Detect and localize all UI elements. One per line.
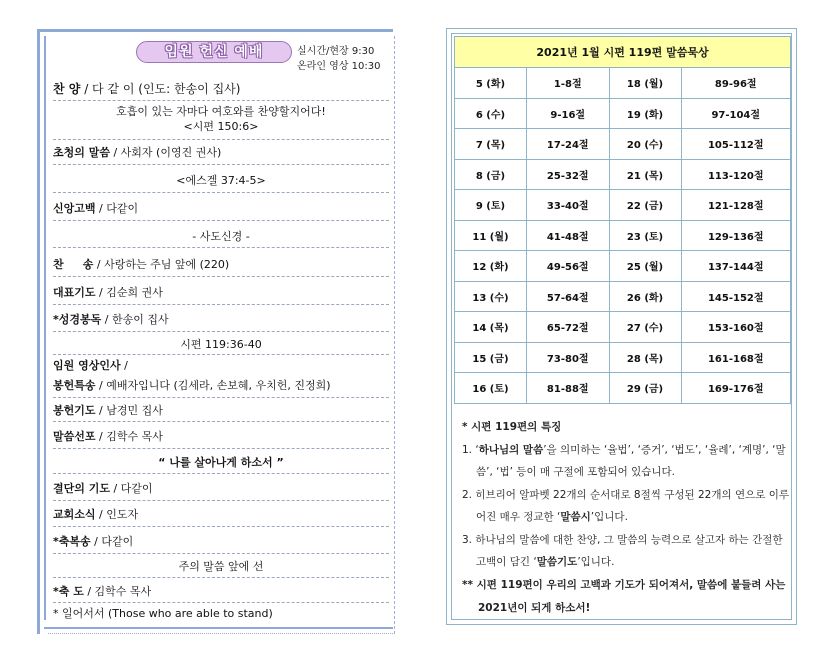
- order-row-scripture-quote: [53, 104, 389, 140]
- note-text: ’을 의미하는 ‘율법’, ‘증거’, ‘법도’, ‘율례’, ‘계명’, ‘말씀’, ‘법’ 등이 매 구절에 포함되어 있습니다.: [476, 443, 786, 478]
- schedule-verses: 153-160절: [681, 312, 790, 343]
- schedule-day: 28 (목): [609, 342, 681, 373]
- order-row-invitation: [53, 142, 389, 165]
- psalm-notes: [462, 416, 792, 620]
- order-sep: /: [95, 379, 107, 392]
- order-label: *축 도: [53, 585, 84, 598]
- schedule-verses: 137-144절: [681, 251, 790, 282]
- order-label: 말씀선포: [53, 430, 96, 443]
- schedule-verses: 1-8절: [526, 68, 609, 99]
- schedule-row: [455, 312, 791, 343]
- order-text: 한송이 집사: [111, 313, 169, 326]
- quote-reference: <시편 150:6>: [183, 120, 259, 133]
- schedule-row: [455, 159, 791, 190]
- order-text: 시편 119:36-40: [180, 338, 262, 351]
- order-row-prayer: [53, 281, 389, 305]
- schedule-day: 16 (토): [455, 373, 527, 404]
- order-label: 임원 영상인사: [53, 359, 121, 372]
- schedule-day: 25 (월): [609, 251, 681, 282]
- service-time-online: 온라인 영상 10:30: [297, 61, 381, 72]
- order-text: 김학수 목사: [94, 585, 152, 598]
- schedule-day: 7 (목): [455, 129, 527, 160]
- note-text: 3. 하나님의 말씀에 대한 찬양, 그 말씀의 능력으로 살고자 하는 간절한 고백이 담긴 ‘: [462, 533, 783, 568]
- schedule-verses: 41-48절: [526, 220, 609, 251]
- note-item-2: [462, 484, 792, 529]
- schedule-row: [455, 251, 791, 282]
- note-emphasis: 말씀기도: [536, 556, 578, 568]
- order-sep: /: [120, 359, 128, 372]
- order-text: 사회자 (이영진 권사): [120, 146, 222, 159]
- schedule-day: 21 (목): [609, 159, 681, 190]
- schedule-day: 18 (월): [609, 68, 681, 99]
- schedule-day: 19 (화): [609, 98, 681, 129]
- schedule-verses: 81-88절: [526, 373, 609, 404]
- schedule-day: 13 (수): [455, 281, 527, 312]
- schedule-verses: 169-176절: [681, 373, 790, 404]
- service-time-live: 실시간/현장 9:30: [297, 46, 375, 57]
- order-text: 주의 말씀 앞에 선: [178, 560, 264, 573]
- schedule-verses: 97-104절: [681, 98, 790, 129]
- order-row-footnote: [53, 604, 389, 624]
- service-title: 임원 헌신 예배: [136, 41, 292, 63]
- note-text: 1. ‘: [462, 443, 479, 456]
- order-label: 봉헌기도: [53, 404, 96, 417]
- schedule-row: [455, 220, 791, 251]
- order-sep: /: [93, 258, 105, 271]
- order-sep: /: [95, 508, 107, 521]
- order-label: 신앙고백: [53, 202, 96, 215]
- schedule-verses: 57-64절: [526, 281, 609, 312]
- schedule-row: [455, 342, 791, 373]
- meditation-schedule-table: [454, 36, 791, 404]
- schedule-row: [455, 68, 791, 99]
- order-sep: /: [95, 202, 107, 215]
- order-row-sermon: [53, 425, 389, 449]
- order-label: 결단의 기도: [53, 482, 110, 495]
- order-row-confession: [53, 197, 389, 221]
- schedule-day: 12 (화): [455, 251, 527, 282]
- order-row-offering-prayer: [53, 399, 389, 422]
- schedule-verses: 145-152절: [681, 281, 790, 312]
- order-row-reading-passage: [53, 334, 389, 355]
- order-row-decision-prayer: [53, 477, 389, 501]
- order-label: 봉헌특송: [53, 379, 96, 392]
- schedule-verses: 33-40절: [526, 190, 609, 221]
- order-label: 초청의 말씀: [53, 146, 110, 159]
- schedule-verses: 121-128절: [681, 190, 790, 221]
- panel-border: [44, 36, 46, 620]
- order-text: 인도자: [106, 508, 139, 521]
- panel-border: [48, 633, 395, 634]
- schedule-day: 27 (수): [609, 312, 681, 343]
- order-label: *성경봉독: [53, 313, 102, 326]
- notes-title: * 시편 119편의 특징: [462, 421, 562, 433]
- note-item-3: [462, 529, 792, 574]
- schedule-row: [455, 129, 791, 160]
- panel-border: [44, 627, 393, 629]
- schedule-day: 23 (토): [609, 220, 681, 251]
- order-sep: /: [109, 482, 121, 495]
- schedule-row: [455, 281, 791, 312]
- footnote-text: * 일어서서 (Those who are able to stand): [53, 607, 273, 620]
- schedule-row: [455, 98, 791, 129]
- schedule-day: 29 (금): [609, 373, 681, 404]
- quote-text: 호흡이 있는 자마다 여호와를 찬양할지어다!: [116, 105, 326, 118]
- schedule-day: 14 (목): [455, 312, 527, 343]
- order-row-benediction: [53, 580, 389, 603]
- order-row-hymn: [53, 79, 389, 101]
- order-text: 다같이: [101, 535, 134, 548]
- schedule-verses: 65-72절: [526, 312, 609, 343]
- order-text: - 사도신경 -: [192, 230, 250, 243]
- meditation-panel: [446, 28, 797, 625]
- schedule-day: 8 (금): [455, 159, 527, 190]
- schedule-verses: 9-16절: [526, 98, 609, 129]
- order-row-announcements: [53, 502, 389, 527]
- panel-inner-border: [451, 33, 792, 620]
- order-row-sermon-title: [53, 452, 389, 474]
- order-label: 대표기도: [53, 286, 96, 299]
- order-text: 다같이: [120, 482, 153, 495]
- schedule-row: [455, 373, 791, 404]
- order-sep: /: [80, 82, 93, 96]
- order-row-praise: [53, 252, 389, 277]
- order-sep: /: [90, 535, 102, 548]
- schedule-verses: 105-112절: [681, 129, 790, 160]
- note-emphasis: 하나님의 말씀: [478, 443, 544, 456]
- order-row-video-greeting: [53, 356, 389, 398]
- closing-prayer: ** 시편 119편이 우리의 고백과 기도가 되어져서, 말씀에 붙들려 사는 2021년이 되게 하소서!: [462, 578, 786, 614]
- note-text: 2. 히브리어 알파벳 22개의 순서대로 8절씩 구성된 22개의 연으로 이루어진 매우 정교한 ‘: [462, 488, 790, 523]
- order-row-reference: [53, 169, 389, 193]
- order-text: 김학수 목사: [106, 430, 163, 443]
- order-text: 다같이: [106, 202, 139, 215]
- order-sep: /: [83, 585, 95, 598]
- schedule-day: 6 (수): [455, 98, 527, 129]
- note-text: ’입니다.: [590, 511, 628, 523]
- schedule-day: 26 (화): [609, 281, 681, 312]
- note-emphasis: 말씀시: [560, 511, 591, 523]
- schedule-verses: 73-80절: [526, 342, 609, 373]
- order-text: 사랑하는 주님 앞에 (220): [104, 258, 230, 271]
- order-row-creed: [53, 225, 389, 248]
- order-text: 예배자입니다 (김세라, 손보혜, 우치헌, 진정희): [106, 379, 331, 392]
- sermon-title: “ 나를 살아나게 하소서 ”: [158, 456, 284, 469]
- panel-border: [394, 36, 395, 634]
- order-sep: /: [95, 404, 107, 417]
- order-text: <에스겔 37:4-5>: [176, 174, 266, 187]
- schedule-verses: 129-136절: [681, 220, 790, 251]
- schedule-day: 20 (수): [609, 129, 681, 160]
- note-item-1: [462, 439, 792, 484]
- order-sep: /: [95, 286, 107, 299]
- schedule-verses: 17-24절: [526, 129, 609, 160]
- schedule-body: [455, 68, 791, 404]
- schedule-verses: 161-168절: [681, 342, 790, 373]
- order-text: 다 같 이 (인도: 한송이 집사): [92, 82, 241, 96]
- order-row-blessing-song: [53, 530, 389, 554]
- order-label: *축복송: [53, 535, 91, 548]
- schedule-day: 11 (월): [455, 220, 527, 251]
- order-sep: /: [95, 430, 107, 443]
- order-row-song-title: [53, 555, 389, 578]
- order-row-bible-reading: [53, 308, 389, 332]
- order-label: 찬 양: [53, 82, 81, 96]
- schedule-verses: 49-56절: [526, 251, 609, 282]
- order-sep: /: [101, 313, 112, 326]
- order-sep: /: [109, 146, 121, 159]
- order-text: 남경민 집사: [106, 404, 163, 417]
- schedule-day: 5 (화): [455, 68, 527, 99]
- schedule-title: 2021년 1월 시편 119편 말씀묵상: [455, 37, 791, 68]
- schedule-row: [455, 190, 791, 221]
- order-label: 찬 송: [53, 258, 94, 271]
- worship-order-panel: [37, 29, 393, 634]
- schedule-verses: 113-120절: [681, 159, 790, 190]
- note-text: ’입니다.: [577, 556, 615, 568]
- schedule-day: 15 (금): [455, 342, 527, 373]
- order-label: 교회소식: [53, 508, 96, 521]
- schedule-day: 9 (토): [455, 190, 527, 221]
- order-text: 김순희 권사: [106, 286, 163, 299]
- schedule-verses: 89-96절: [681, 68, 790, 99]
- schedule-verses: 25-32절: [526, 159, 609, 190]
- schedule-day: 22 (금): [609, 190, 681, 221]
